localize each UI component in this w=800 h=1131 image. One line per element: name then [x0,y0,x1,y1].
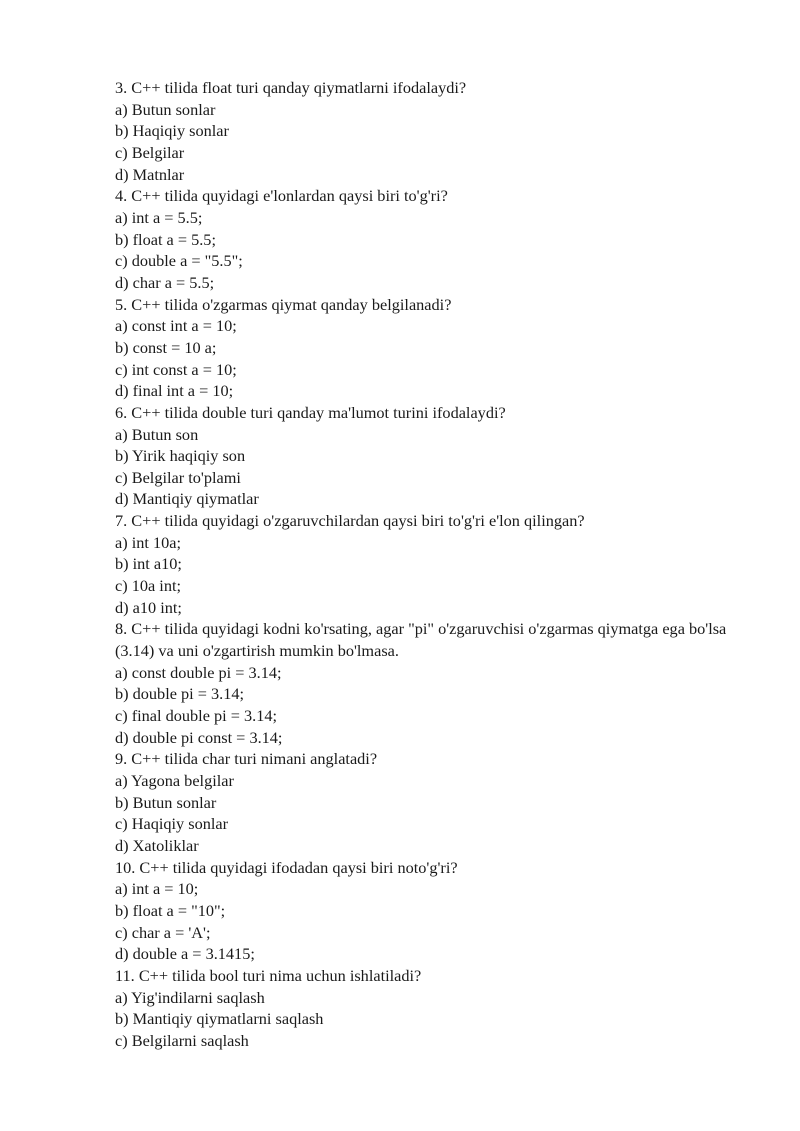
question-text: 8. C++ tilida quyidagi kodni ko'rsating, agar "pi" o'zgaruvchisi o'zgarmas qiymatga ega bo'lsa (3.14) va uni o'zgartirish mumkin bo'lmasa. [115,619,727,661]
answer-option: a) int a = 5.5; [115,207,203,227]
answer-option: d) Xatoliklar [115,835,199,855]
answer-option: c) 10a int; [115,576,182,596]
question-text: 11. C++ tilida bool turi nima uchun ishlatiladi? [115,965,422,985]
question-text: 4. C++ tilida quyidagi e'lonlardan qaysi biri to'g'ri? [115,186,448,206]
question-block [115,77,755,185]
answer-option: d) a10 int; [115,597,182,617]
question-block [115,185,755,293]
question-block [115,965,755,1052]
question-text: 5. C++ tilida o'zgarmas qiymat qanday belgilanadi? [115,294,452,314]
question-block [115,294,755,402]
answer-option: d) char a = 5.5; [115,272,215,292]
answer-option: a) const int a = 10; [115,316,237,336]
answer-option: b) Butun sonlar [115,792,217,812]
answer-option: a) Butun son [115,424,199,444]
answer-option: b) int a10; [115,554,182,574]
answer-option: b) double pi = 3.14; [115,684,245,704]
answer-option: b) Yirik haqiqiy son [115,446,246,466]
document-body [115,77,755,1052]
answer-option: c) Haqiqiy sonlar [115,814,229,834]
answer-option: c) double a = "5.5"; [115,251,243,271]
answer-option: d) double pi const = 3.14; [115,727,283,747]
answer-option: b) Haqiqiy sonlar [115,121,229,141]
question-text: 10. C++ tilida quyidagi ifodadan qaysi biri noto'g'ri? [115,857,458,877]
answer-option: c) final double pi = 3.14; [115,706,278,726]
question-text: 3. C++ tilida float turi qanday qiymatlarni ifodalaydi? [115,78,467,97]
answer-option: a) Yagona belgilar [115,771,234,790]
answer-option: d) final int a = 10; [115,381,234,401]
answer-option: b) float a = "10"; [115,900,226,920]
answer-option: b) Mantiqiy qiymatlarni saqlash [115,1009,324,1029]
answer-option: c) Belgilarni saqlash [115,1030,249,1050]
answer-option: c) char a = 'A'; [115,922,211,942]
answer-option: c) int const a = 10; [115,359,237,379]
question-block [115,857,755,965]
answer-option: d) Mantiqiy qiymatlar [115,489,259,509]
question-text: 9. C++ tilida char turi nimani anglatadi? [115,749,378,769]
answer-option: a) const double pi = 3.14; [115,662,282,682]
answer-option: c) Belgilar [115,142,185,162]
question-block [115,748,755,856]
question-block [115,510,755,618]
answer-option: a) Yig'indilarni saqlash [115,987,265,1007]
question-block [115,402,755,510]
answer-option: b) float a = 5.5; [115,229,216,249]
answer-option: a) int a = 10; [115,879,199,899]
answer-option: d) double a = 3.1415; [115,944,255,964]
answer-option: d) Matnlar [115,164,185,184]
question-text: 7. C++ tilida quyidagi o'zgaruvchilardan qaysi biri to'g'ri e'lon qilingan? [115,511,585,531]
answer-option: a) Butun sonlar [115,99,216,119]
answer-option: b) const = 10 a; [115,337,217,357]
answer-option: c) Belgilar to'plami [115,467,241,487]
question-text: 6. C++ tilida double turi qanday ma'lumot turini ifodalaydi? [115,402,506,422]
question-block [115,618,755,748]
answer-option: a) int 10a; [115,532,182,552]
